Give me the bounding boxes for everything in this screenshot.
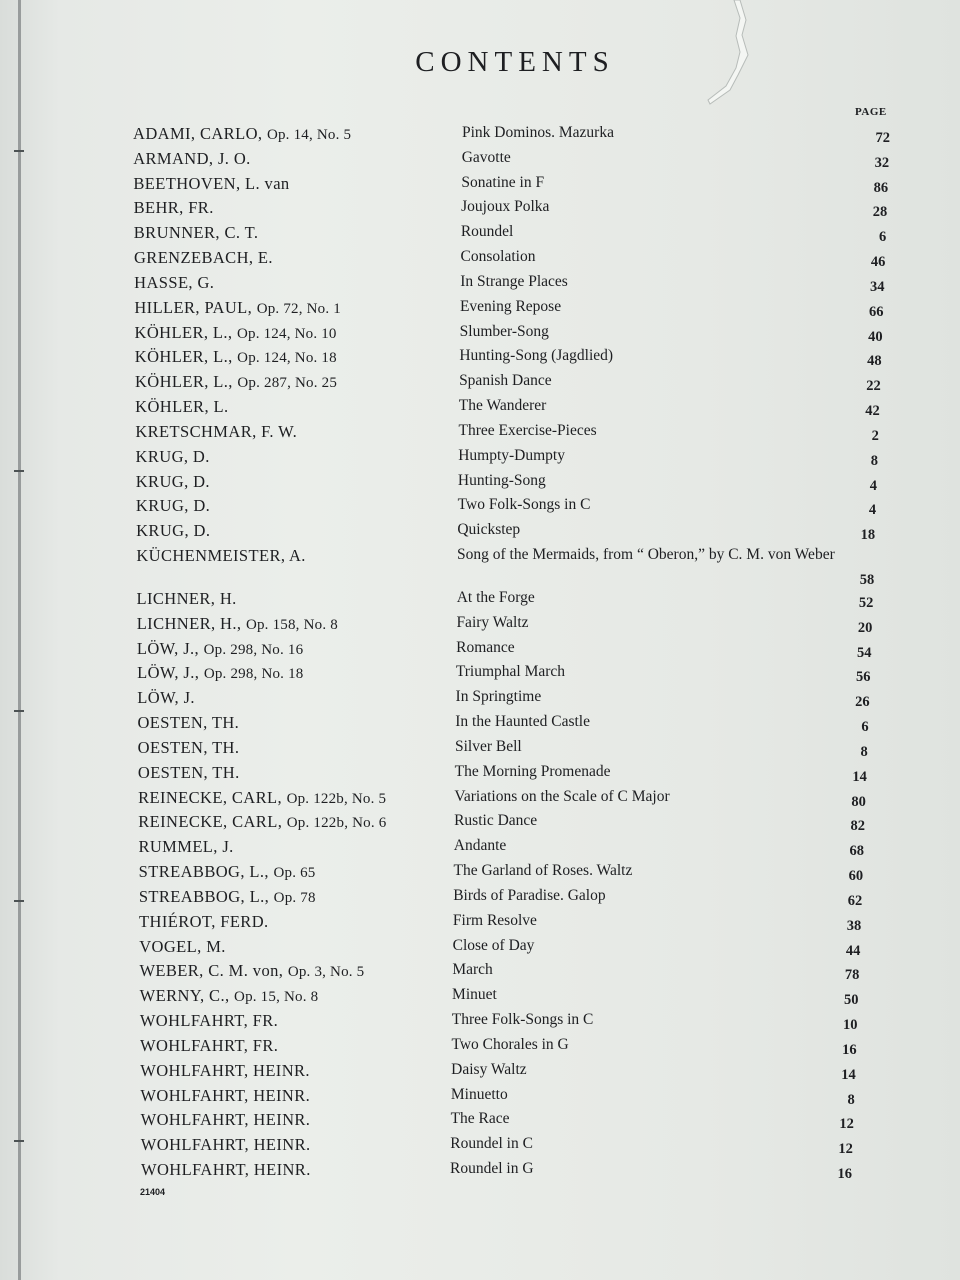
composer-name-text: GRENZEBACH, E. <box>133 248 273 268</box>
contents-entry <box>0 149 960 173</box>
work-title: Daisy Waltz <box>451 1060 527 1078</box>
opus-number: Op. 15, No. 8 <box>234 989 319 1006</box>
page-number: 54 <box>856 644 872 661</box>
page-number: 10 <box>843 1017 858 1034</box>
page-number: 12 <box>838 1141 853 1158</box>
composer-name-text: KÖHLER, L., <box>134 372 233 392</box>
contents-entry <box>0 788 960 812</box>
contents-entry <box>0 1086 960 1110</box>
composer-name <box>140 986 319 1006</box>
composer-name <box>138 788 386 808</box>
contents-entry <box>0 763 960 787</box>
composer-name <box>139 937 226 957</box>
work-title: Romance <box>456 638 515 656</box>
work-title: At the Forge <box>456 588 535 606</box>
work-title: The Morning Promenade <box>454 762 611 780</box>
work-title: Sonatine in F <box>461 173 545 191</box>
page-number: 2 <box>871 427 879 444</box>
composer-name-text: LÖW, J., <box>137 663 200 683</box>
contents-entry <box>0 1036 960 1060</box>
contents-entry <box>0 713 960 737</box>
contents-entry <box>0 614 960 638</box>
composer-name <box>140 1086 310 1106</box>
page-number: 72 <box>875 130 890 146</box>
page-number: 40 <box>868 328 883 345</box>
contents-entry <box>0 937 960 961</box>
work-title: Triumphal March <box>455 663 566 681</box>
contents-entry <box>0 496 960 520</box>
composer-name <box>134 248 273 268</box>
opus-number: Op. 298, No. 16 <box>203 641 304 658</box>
page-number: 80 <box>851 793 866 810</box>
composer-name <box>135 397 228 417</box>
page-number: 14 <box>841 1066 856 1083</box>
composer-name <box>133 149 251 169</box>
contents-entry <box>0 273 960 297</box>
contents-entry <box>0 639 960 663</box>
opus-number: Op. 14, No. 5 <box>266 127 352 143</box>
work-title: Two Chorales in G <box>451 1035 569 1053</box>
contents-entry <box>0 837 960 861</box>
opus-number: Op. 287, No. 25 <box>237 375 338 392</box>
work-title: Roundel <box>460 223 514 241</box>
work-title: Close of Day <box>452 936 535 954</box>
opus-number: Op. 124, No. 10 <box>236 325 337 342</box>
contents-entry <box>0 472 960 496</box>
work-title: Gavotte <box>461 148 511 166</box>
composer-name-text: VOGEL, M. <box>139 936 226 956</box>
composer-name-text: BEETHOVEN, L. van <box>133 173 290 193</box>
composer-name-text: KÖHLER, L. <box>135 397 229 417</box>
page-number: 56 <box>856 669 871 686</box>
composer-name-text: WOHLFAHRT, HEINR. <box>140 1085 311 1105</box>
composer-name <box>138 763 240 783</box>
contents-entry <box>0 174 960 198</box>
opus-number: Op. 158, No. 8 <box>245 616 338 633</box>
page-number: 4 <box>868 502 877 519</box>
contents-entry <box>0 397 960 421</box>
composer-name-text: LÖW, J., <box>136 638 200 658</box>
page-number: 16 <box>842 1041 857 1058</box>
composer-name-text: KRUG, D. <box>136 521 211 541</box>
composer-name <box>134 273 214 293</box>
composer-name <box>134 298 341 318</box>
composer-name-text: ARMAND, J. O. <box>133 148 251 168</box>
page-number: 6 <box>879 229 887 246</box>
composer-name <box>136 472 210 492</box>
work-title: In the Haunted Castle <box>455 713 590 731</box>
page-number: 82 <box>850 818 865 835</box>
composer-name <box>135 372 337 392</box>
contents-entry <box>0 961 960 985</box>
work-title: Minuet <box>452 986 497 1004</box>
composer-name <box>134 223 259 243</box>
work-title: Spanish Dance <box>459 372 552 390</box>
contents-entry <box>0 986 960 1010</box>
contents-entry <box>0 912 960 936</box>
page-number: 52 <box>858 594 874 611</box>
page-number: 28 <box>872 204 888 221</box>
opus-number: Op. 3, No. 5 <box>287 964 365 981</box>
composer-name <box>137 614 338 634</box>
page-number: 50 <box>843 992 859 1009</box>
contents-entry <box>0 223 960 247</box>
contents-entry <box>0 1011 960 1035</box>
work-title: Three Folk-Songs in C <box>451 1011 594 1029</box>
composer-name <box>141 1160 311 1180</box>
contents-entry <box>0 298 960 322</box>
page-number: 32 <box>874 154 890 171</box>
composer-name-text: KRUG, D. <box>135 496 211 516</box>
page-number: 34 <box>869 278 885 295</box>
contents-entry <box>0 1110 960 1134</box>
work-title: Minuetto <box>450 1085 508 1103</box>
composer-name-text: WOHLFAHRT, HEINR. <box>140 1135 311 1155</box>
work-title: Variations on the Scale of C Major <box>454 787 670 805</box>
opus-number: Op. 78 <box>273 889 316 906</box>
page-number: 66 <box>869 303 884 320</box>
composer-name <box>136 447 210 467</box>
contents-entry <box>0 447 960 471</box>
composer-name <box>137 713 239 733</box>
composer-name-text: ADAMI, CARLO, <box>133 124 263 143</box>
page-number: 68 <box>849 843 865 860</box>
composer-name-text: WEBER, C. M. von, <box>139 961 284 981</box>
page-number: 4 <box>869 477 878 494</box>
page-title: CONTENTS <box>415 46 615 78</box>
composer-name-text: OESTEN, TH. <box>137 713 240 733</box>
composer-name-text: KÖHLER, L., <box>134 347 233 367</box>
page-number: 78 <box>844 967 860 984</box>
work-title: Silver Bell <box>454 737 522 755</box>
contents-entry <box>0 124 960 148</box>
composer-name <box>135 422 297 442</box>
work-title: Hunting-Song (Jagdlied) <box>459 347 614 365</box>
composer-name-text: HILLER, PAUL, <box>134 297 253 317</box>
page-number: 22 <box>866 378 881 395</box>
work-title: Quickstep <box>457 521 521 539</box>
work-title: Three Exercise-Pieces <box>458 421 597 439</box>
composer-name <box>140 1061 310 1081</box>
work-title: Evening Repose <box>459 297 562 315</box>
contents-entry <box>0 521 960 545</box>
contents-entry <box>0 198 960 222</box>
composer-name-text: OESTEN, TH. <box>137 762 240 782</box>
composer-name-text: HASSE, G. <box>134 272 215 292</box>
work-title: March <box>452 961 493 979</box>
composer-name-text: WOHLFAHRT, HEINR. <box>141 1160 311 1179</box>
composer-name <box>135 323 337 343</box>
page-number: 58 <box>859 572 875 589</box>
page-number: 18 <box>860 527 876 544</box>
contents-entry <box>0 1135 960 1159</box>
composer-name <box>139 862 316 882</box>
contents-entry <box>0 248 960 272</box>
page-number: 12 <box>839 1116 854 1133</box>
composer-name-text: STREABBOG, L., <box>138 862 269 882</box>
contents-entry <box>0 738 960 762</box>
work-title: The Wanderer <box>458 397 547 415</box>
page-number: 8 <box>870 452 878 469</box>
work-title: In Strange Places <box>460 272 568 290</box>
contents-entry <box>0 688 960 712</box>
contents-entry <box>0 1061 960 1085</box>
composer-name-text: BRUNNER, C. T. <box>133 223 259 243</box>
work-title: The Race <box>450 1110 510 1128</box>
contents-entry <box>0 323 960 347</box>
page-number: 86 <box>873 179 889 196</box>
page-number: 8 <box>860 743 868 760</box>
composer-name <box>134 198 214 218</box>
contents-entry <box>0 1160 960 1184</box>
contents-entry <box>0 862 960 886</box>
composer-name-text: RUMMEL, J. <box>138 837 234 857</box>
composer-name-text: LICHNER, H., <box>136 613 242 633</box>
page-number: 42 <box>865 403 880 420</box>
page-number: 26 <box>855 694 870 711</box>
work-title: Andante <box>453 837 507 855</box>
composer-name-text: KÜCHENMEISTER, A. <box>136 546 306 566</box>
work-title: Roundel in C <box>450 1135 533 1153</box>
page-number: 14 <box>852 768 867 785</box>
composer-name-text: WERNY, C., <box>139 986 230 1006</box>
composer-name <box>141 1135 311 1155</box>
composer-name <box>137 663 303 683</box>
work-title: Pink Dominos. Mazurka <box>462 124 614 141</box>
composer-name-text: LÖW, J. <box>137 688 195 708</box>
work-title: Firm Resolve <box>452 911 537 929</box>
work-title: Roundel in G <box>450 1160 534 1177</box>
composer-name-text: REINECKE, CARL, <box>138 787 283 807</box>
composer-name <box>137 639 303 659</box>
composer-name-text: KRETSCHMAR, F. W. <box>135 421 298 441</box>
page-number: 38 <box>846 917 862 934</box>
page-number: 8 <box>847 1091 855 1108</box>
composer-name <box>133 174 289 194</box>
page-number: 48 <box>867 353 882 370</box>
composer-name <box>133 124 351 144</box>
opus-number: Op. 65 <box>273 865 316 882</box>
contents-entry <box>0 372 960 396</box>
contents-entry <box>0 812 960 836</box>
composer-name-text: OESTEN, TH. <box>137 737 240 757</box>
page-number: 20 <box>857 619 873 636</box>
composer-name-text: KRUG, D. <box>135 471 210 491</box>
work-title: Slumber-Song <box>459 322 549 340</box>
composer-name-text: KÖHLER, L., <box>134 322 233 342</box>
work-title: Rustic Dance <box>454 812 538 830</box>
composer-name <box>138 812 386 832</box>
contents-entry <box>0 347 960 371</box>
composer-name-text: WOHLFAHRT, FR. <box>139 1011 279 1031</box>
work-title: Hunting-Song <box>457 471 546 489</box>
composer-name-text: WOHLFAHRT, HEINR. <box>140 1060 310 1080</box>
composer-name <box>135 347 337 367</box>
contents-entry <box>0 546 960 589</box>
opus-number: Op. 298, No. 18 <box>203 666 304 683</box>
composer-name <box>139 961 364 981</box>
composer-name <box>137 589 237 609</box>
page-column-header: PAGE <box>855 106 887 118</box>
page-number: 62 <box>847 892 863 909</box>
page-number: 44 <box>845 942 861 959</box>
composer-name <box>141 1110 311 1130</box>
composer-name <box>140 1011 278 1031</box>
composer-name-text: WOHLFAHRT, HEINR. <box>140 1110 311 1130</box>
composer-name <box>139 887 316 907</box>
work-title: Song of the Mermaids, from “ Oberon,” by C. M. von Weber <box>457 546 835 564</box>
composer-name <box>136 496 210 516</box>
page-number: 60 <box>848 868 864 885</box>
composer-name <box>137 688 195 708</box>
page-number: 16 <box>837 1166 852 1182</box>
contents-entry <box>0 887 960 911</box>
page-number: 46 <box>870 254 886 271</box>
work-title: Fairy Waltz <box>456 613 529 631</box>
contents-entry <box>0 422 960 446</box>
opus-number: Op. 124, No. 18 <box>237 350 337 367</box>
composer-name-text: STREABBOG, L., <box>138 886 270 906</box>
work-title: The Garland of Roses. Waltz <box>453 862 633 880</box>
composer-name <box>138 738 240 758</box>
contents-entry <box>0 589 960 613</box>
composer-name-text: KRUG, D. <box>135 446 210 466</box>
composer-name-text: REINECKE, CARL, <box>138 812 283 832</box>
composer-name <box>140 1036 278 1056</box>
work-title: In Springtime <box>455 688 542 706</box>
composer-name <box>136 521 210 541</box>
catalog-number: 21404 <box>140 1187 166 1197</box>
composer-name <box>138 837 233 857</box>
work-title: Consolation <box>460 248 536 266</box>
work-title: Joujoux Polka <box>461 198 550 216</box>
composer-name-text: BEHR, FR. <box>133 198 214 218</box>
contents-entry <box>0 663 960 687</box>
composer-name-text: LICHNER, H. <box>136 588 237 608</box>
page-number: 6 <box>861 719 869 736</box>
composer-name-text: WOHLFAHRT, FR. <box>140 1035 279 1055</box>
opus-number: Op. 122b, No. 6 <box>286 815 387 832</box>
work-title: Two Folk-Songs in C <box>457 496 591 514</box>
composer-name <box>139 912 269 932</box>
composer-name <box>136 546 306 566</box>
opus-number: Op. 72, No. 1 <box>256 300 341 317</box>
work-title: Birds of Paradise. Galop <box>453 886 606 904</box>
opus-number: Op. 122b, No. 5 <box>286 790 387 807</box>
composer-name-text: THIÉROT, FERD. <box>139 911 269 931</box>
work-title: Humpty-Dumpty <box>458 446 565 464</box>
